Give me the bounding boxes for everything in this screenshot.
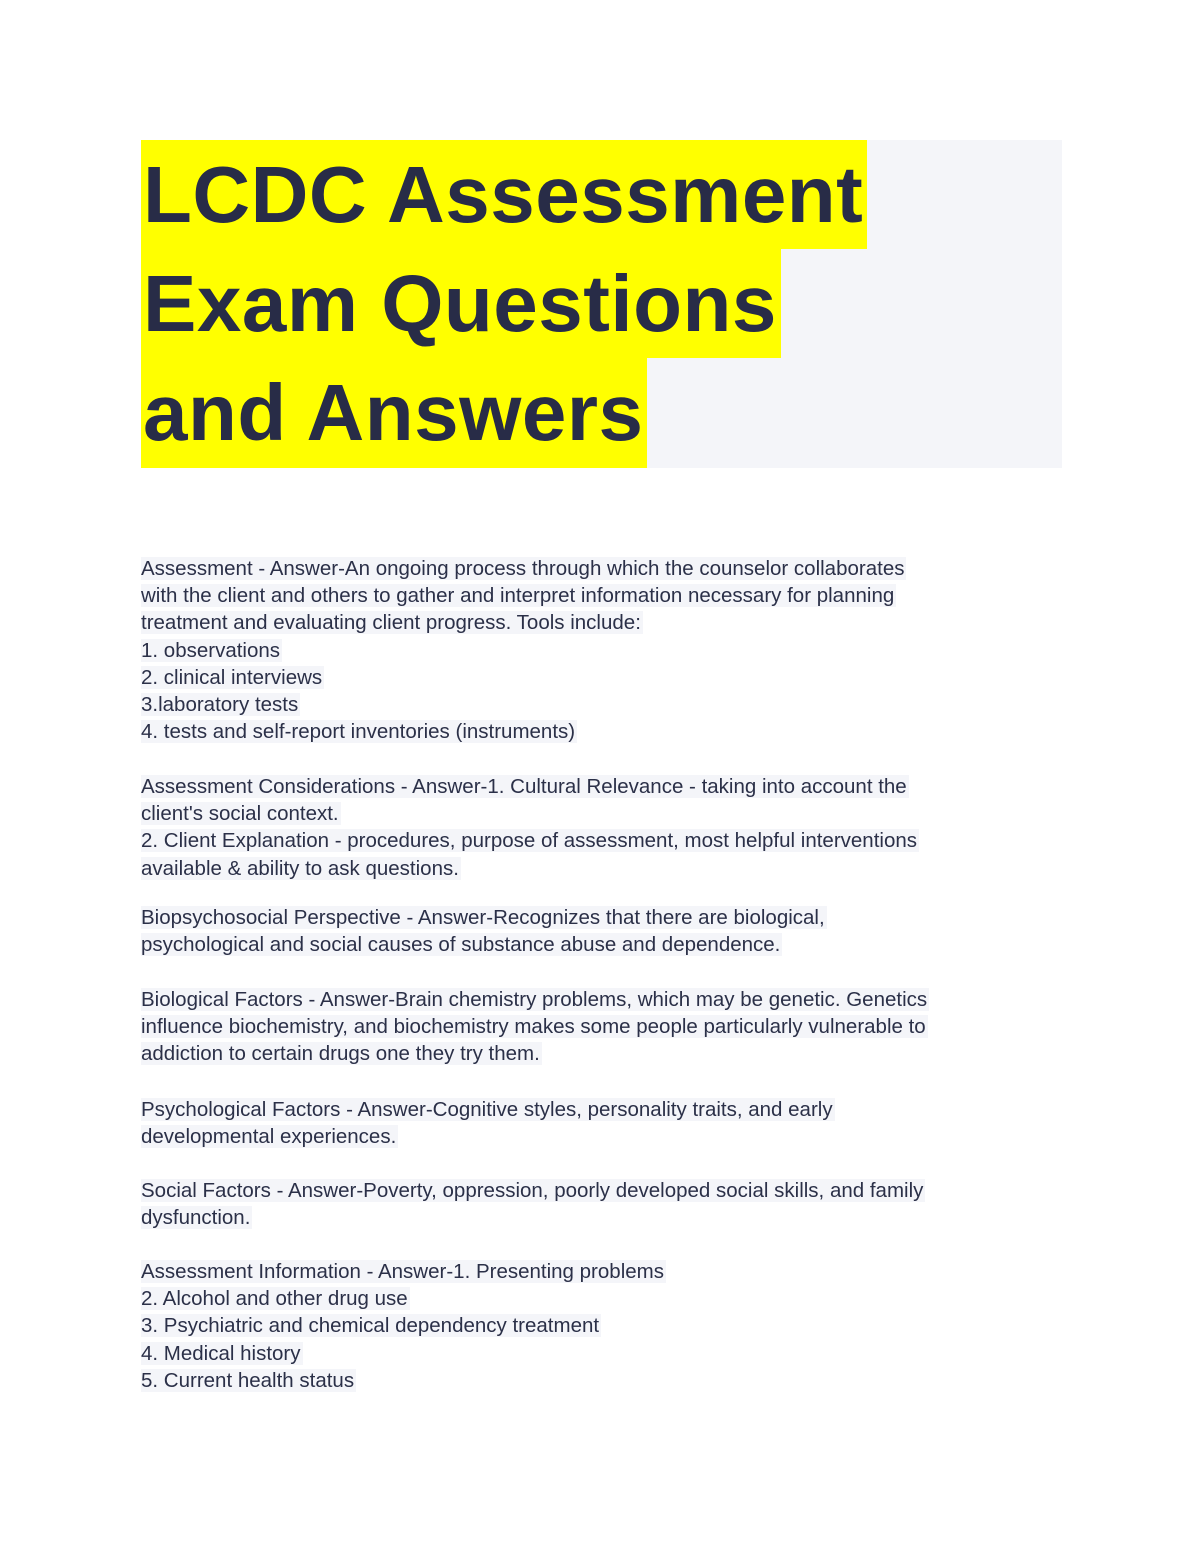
- qa-line-text: 2. Client Explanation - procedures, purpose of assessment, most helpful interventions: [141, 829, 917, 853]
- qa-line: [141, 1367, 1061, 1394]
- qa-item: [141, 904, 1061, 958]
- qa-line-text: 5. Current health status: [141, 1368, 355, 1392]
- qa-line-text: influence biochemistry, and biochemistry makes some people particularly vulnerable to: [141, 1015, 926, 1039]
- qa-line: [141, 773, 1061, 800]
- qa-line: [141, 637, 1061, 664]
- qa-line: [141, 1177, 1061, 1204]
- qa-line: [141, 1123, 1061, 1150]
- qa-line: [141, 855, 1061, 882]
- title-line: Exam Questions: [141, 249, 781, 358]
- qa-item: [141, 986, 1061, 1068]
- qa-line: [141, 904, 1061, 931]
- qa-line-text: available & ability to ask questions.: [141, 856, 459, 880]
- title-line: LCDC Assessment: [141, 140, 867, 249]
- qa-line: [141, 931, 1061, 958]
- qa-line-text: 2. clinical interviews: [141, 665, 323, 689]
- qa-line: [141, 1040, 1061, 1067]
- qa-line-text: Assessment Considerations - Answer-1. Cultural Relevance - taking into account the: [141, 775, 907, 798]
- qa-line: [141, 1096, 1061, 1123]
- qa-line: [141, 1258, 1061, 1285]
- qa-line: [141, 1312, 1061, 1339]
- qa-line-text: 3.laboratory tests: [141, 693, 299, 717]
- qa-line: [141, 986, 1061, 1013]
- document-title: [141, 140, 1062, 468]
- qa-line-text: treatment and evaluating client progress. Tools include:: [141, 611, 641, 635]
- qa-line: [141, 582, 1061, 609]
- qa-line-text: Assessment Information - Answer-1. Presenting problems: [141, 1260, 664, 1283]
- qa-line-text: developmental experiences.: [141, 1125, 397, 1149]
- qa-line-text: 4. tests and self-report inventories (instruments): [141, 720, 576, 744]
- qa-line-text: dysfunction.: [141, 1206, 251, 1230]
- qa-line-text: client's social context.: [141, 802, 339, 826]
- qa-line: [141, 1340, 1061, 1367]
- qa-line: [141, 1013, 1061, 1040]
- qa-item: [141, 555, 1061, 745]
- qa-line: [141, 691, 1061, 718]
- qa-item: [141, 773, 1061, 882]
- qa-item: [141, 1258, 1061, 1394]
- qa-line: [141, 827, 1061, 854]
- title-line: and Answers: [141, 358, 647, 468]
- qa-line-text: Assessment - Answer-An ongoing process through which the counselor collaborates: [141, 557, 905, 580]
- qa-line-text: addiction to certain drugs one they try them.: [141, 1042, 540, 1066]
- qa-line-text: Psychological Factors - Answer-Cognitive styles, personality traits, and early: [141, 1098, 833, 1121]
- qa-line-text: 2. Alcohol and other drug use: [141, 1287, 408, 1311]
- qa-line: [141, 1285, 1061, 1312]
- qa-line: [141, 664, 1061, 691]
- qa-line-text: with the client and others to gather and interpret information necessary for planning: [141, 584, 895, 608]
- qa-line-text: Social Factors - Answer-Poverty, oppression, poorly developed social skills, and family: [141, 1179, 924, 1202]
- qa-line: [141, 718, 1061, 745]
- qa-line-text: 3. Psychiatric and chemical dependency treatment: [141, 1314, 600, 1338]
- qa-line: [141, 555, 1061, 582]
- qa-line: [141, 609, 1061, 636]
- qa-item: [141, 1177, 1061, 1231]
- qa-line: [141, 1204, 1061, 1231]
- qa-line-text: 4. Medical history: [141, 1341, 301, 1365]
- qa-line-text: 1. observations: [141, 638, 281, 662]
- qa-line: [141, 800, 1061, 827]
- qa-line-text: Biopsychosocial Perspective - Answer-Recognizes that there are biological,: [141, 906, 825, 929]
- qa-line-text: Biological Factors - Answer-Brain chemistry problems, which may be genetic. Genetics: [141, 988, 928, 1011]
- qa-line-text: psychological and social causes of substance abuse and dependence.: [141, 933, 781, 957]
- qa-item: [141, 1096, 1061, 1150]
